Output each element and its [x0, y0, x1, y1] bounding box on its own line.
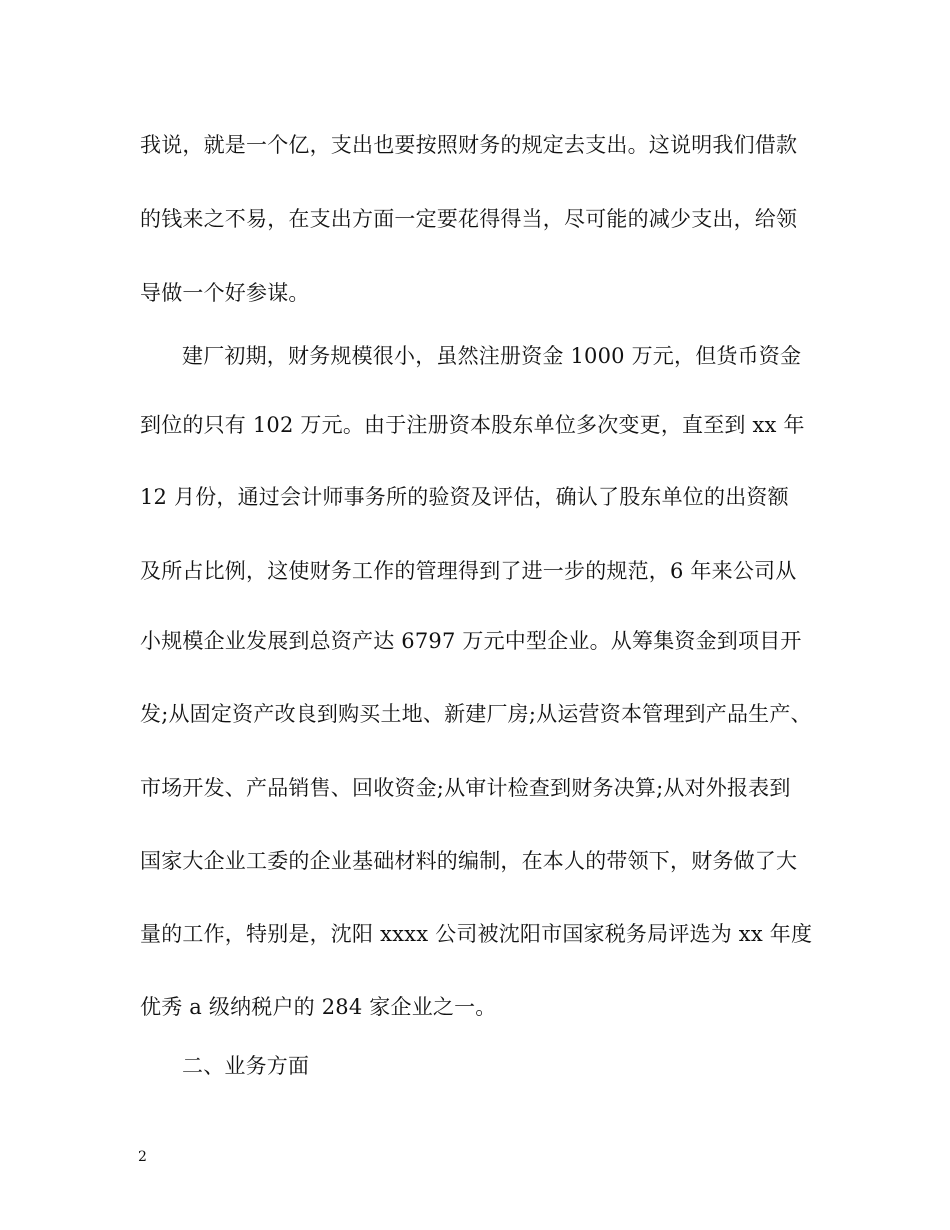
body-text-line: 到位的只有 102 万元。由于注册资本股东单位多次变更，直至到 xx 年 [140, 413, 805, 437]
section-heading: 二、业务方面 [182, 1054, 310, 1078]
body-text-line: 及所占比例，这使财务工作的管理得到了进一步的规范，6 年来公司从 [140, 559, 797, 583]
body-text-line: 导做一个好参谋。 [140, 281, 310, 305]
body-text-line: 市场开发、产品销售、回收资金;从审计检查到财务决算;从对外报表到 [140, 776, 791, 800]
paragraph-first-line: 建厂初期，财务规模很小，虽然注册资金 1000 万元，但货币资金 [182, 344, 802, 368]
body-text-line: 我说，就是一个亿，支出也要按照财务的规定去支出。这说明我们借款 [140, 133, 798, 157]
body-text-line: 小规模企业发展到总资产达 6797 万元中型企业。从筹集资金到项目开 [140, 629, 802, 653]
body-text-line: 12 月份，通过会计师事务所的验资及评估，确认了股东单位的出资额 [140, 485, 789, 509]
body-text-line: 优秀 a 级纳税户的 284 家企业之一。 [140, 995, 497, 1019]
body-text-line: 的钱来之不易，在支出方面一定要花得得当，尽可能的减少支出，给领 [140, 207, 798, 231]
body-text-line: 国家大企业工委的企业基础材料的编制，在本人的带领下，财务做了大 [140, 849, 798, 873]
page-number: 2 [138, 1149, 147, 1165]
body-text-line: 量的工作，特别是，沈阳 xxxx 公司被沈阳市国家税务局评选为 xx 年度 [140, 922, 813, 946]
body-text-line: 发;从固定资产改良到购买土地、新建厂房;从运营资本管理到产品生产、 [140, 702, 812, 726]
